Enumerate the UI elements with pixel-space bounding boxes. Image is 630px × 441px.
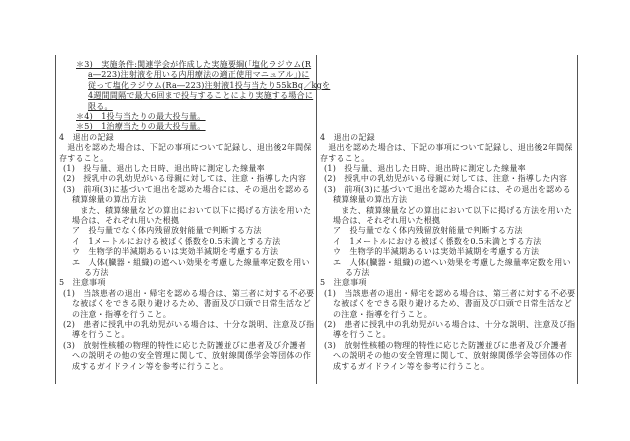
document-text-line: 成するガイドライン等を参考に行うこと。 (72, 361, 229, 371)
document-text-line: 退出を認めた場合は、下記の事項について記録し、退出後2年間保 (320, 143, 573, 153)
document-text-line: 場合は、それぞれ用いた根拠 (72, 216, 180, 225)
document-text-line: (1) 当該患者の退出・帰宅を認める場合は、第三者に対する不必要 (324, 288, 576, 298)
document-text-line: ア 投与量でなく体内残留放射能量で判断する方法 (333, 226, 523, 236)
document-text-line: 5 注意事項 (320, 278, 367, 288)
document-text-line: また、積算線量などの算出において以下に掲げる方法を用いた (72, 205, 312, 215)
document-text-line: ウ 生物学的半減期あるいは実効半減期を考慮する方法 (333, 247, 540, 257)
document-text-line: イ 1メートルにおける被ばく係数を0.5未満とする方法 (333, 236, 542, 246)
document-text-line: (2) 授乳中の乳幼児がいる母親に対しては、注意・指導した内容 (324, 174, 568, 184)
amendment-note-line: 従って塩化ラジウム(Ra―223)注射液1投与当たり55kBq／kgを (88, 80, 331, 90)
document-text-line: 積算線量の算出方法 (333, 195, 408, 205)
table-border-right (577, 55, 578, 384)
document-text-line: 場合は、それぞれ用いた根拠 (333, 216, 441, 225)
document-text-line: イ 1メートルにおける被ばく係数を0.5未満とする方法 (72, 236, 281, 246)
document-text-line: な被ばくをできる限り避けるため、書面及び口頭で日常生活など (333, 299, 572, 309)
document-text-line: ウ 生物学的半減期あるいは実効半減期を考慮する方法 (72, 247, 279, 257)
document-text-line: 存すること。 (320, 153, 370, 163)
document-text-line: への説明その他の安全管理に関して、放射線関係学会等団体の作 (333, 351, 573, 361)
document-text-line: 5 注意事項 (59, 278, 106, 288)
document-text-line: (3) 前項(3)に基づいて退出を認めた場合には、その退出を認める (324, 184, 571, 194)
document-text-line: (3) 放射性核種の物理的特性に応じた防護並びに患者及び介護者 (63, 340, 307, 350)
document-text-line: な被ばくをできる限り避けるため、書面及び口頭で日常生活など (72, 299, 311, 309)
document-text-line: (3) 放射性核種の物理的特性に応じた防護並びに患者及び介護者 (324, 340, 568, 350)
document-text-line: (2) 患者に授乳中の乳幼児がいる場合は、十分な説明、注意及び指 (324, 320, 576, 329)
document-text-line: 4 退出の記録 (59, 132, 114, 142)
amendment-note-line: ＊5) 1治療当たりの最大投与量。 (76, 122, 206, 132)
document-text-line: 導を行うこと。 (333, 330, 391, 340)
document-text-line: (3) 前項(3)に基づいて退出を認めた場合には、その退出を認める (63, 184, 310, 194)
document-text-line: 存すること。 (59, 153, 109, 163)
document-text-line: への説明その他の安全管理に関して、放射線関係学会等団体の作 (72, 351, 312, 361)
document-text-line: (2) 授乳中の乳幼児がいる母親に対しては、注意・指導した内容 (63, 174, 307, 184)
document-text-line: の注意・指導を行うこと。 (333, 309, 432, 319)
document-text-line: 導を行うこと。 (72, 330, 130, 340)
amendment-note-line: 4週間間隔で最大6回まで投与することにより実施する場合に (88, 91, 314, 101)
table-border-left (55, 55, 56, 384)
document-text-line: また、積算線量などの算出において以下に掲げる方法を用いた (333, 205, 573, 215)
amendment-note-line: ＊3) 実施条件:関連学会が作成した実施要綱(「塩化ラジウム(R (76, 60, 312, 69)
document-text-line: 積算線量の算出方法 (72, 195, 147, 205)
amendment-note-line: ＊4) 1投与当たりの最大投与量。 (76, 112, 206, 121)
document-text-line: 4 退出の記録 (320, 132, 375, 142)
document-text-line: (2) 患者に授乳中の乳幼児がいる場合は、十分な説明、注意及び指 (63, 320, 315, 329)
document-text-line: エ 人体(臓器・組織)の遮へい効果を考慮した線量率定数を用い (72, 257, 310, 267)
document-text-line: の注意・指導を行うこと。 (72, 309, 171, 319)
document-text-line: (1) 当該患者の退出・帰宅を認める場合は、第三者に対する不必要 (63, 288, 315, 298)
document-text-line: エ 人体(臓器・組織)の遮へい効果を考慮した線量率定数を用い (333, 257, 571, 267)
document-text-line: (1) 投与量、退出した日時、退出時に測定した線量率 (324, 164, 526, 173)
document-text-line: ア 投与量でなく体内残留放射能量で判断する方法 (72, 226, 262, 236)
amendment-note-line: 限る。 (88, 101, 113, 111)
document-text-line: る方法 (345, 268, 370, 277)
document-text-line: (1) 投与量、退出した日時、退出時に測定した線量率 (63, 164, 265, 173)
document-text-line: 成するガイドライン等を参考に行うこと。 (333, 361, 490, 371)
document-text-line: る方法 (84, 268, 109, 277)
amendment-note-line: a―223)注射液を用いる内用療法の適正使用マニュアル」)に (88, 70, 310, 80)
document-text-line: 退出を認めた場合は、下記の事項について記録し、退出後2年間保 (59, 143, 312, 153)
table-border-middle (316, 55, 317, 384)
